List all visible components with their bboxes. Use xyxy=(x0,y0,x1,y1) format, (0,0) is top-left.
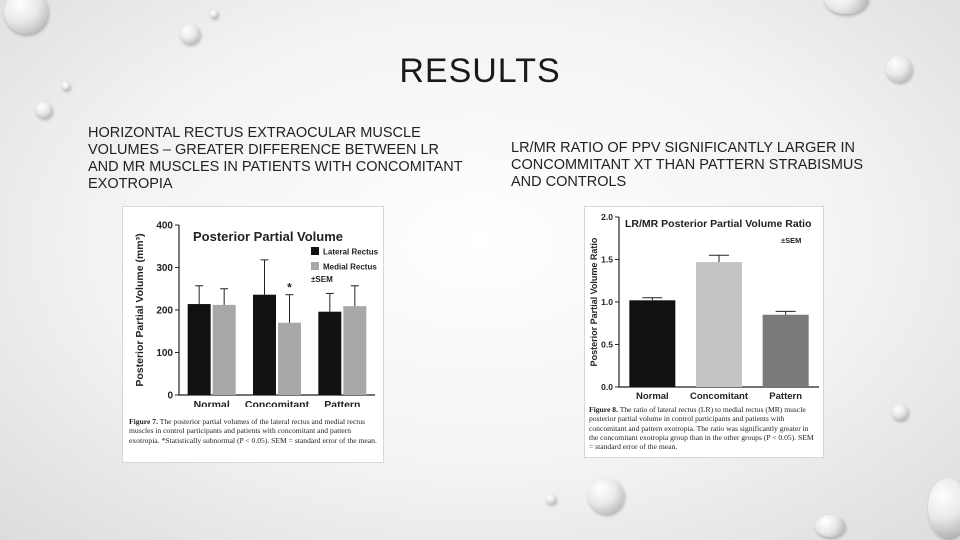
figure-8-caption xyxy=(589,405,819,451)
bar xyxy=(343,306,366,395)
figure-8-caption-text: The ratio of lateral rectus (LR) to medial rectus (MR) muscle posterior partial volume in control participants and patients with concomitant and pattern exotropia. The ratio was significantly greater in the concomitant exotropia group than in the other groups (P < 0.05). SEM = standard error of the mean. xyxy=(589,405,814,452)
slide-title: RESULTS xyxy=(399,52,561,90)
y-tick-label: 0 xyxy=(167,390,173,402)
y-tick-label: 300 xyxy=(156,263,173,274)
water-droplet-decoration xyxy=(180,24,200,44)
bar xyxy=(213,305,236,395)
chart-title: Posterior Partial Volume xyxy=(193,229,344,244)
bar xyxy=(188,304,211,395)
bar xyxy=(629,300,675,387)
y-tick-label: 0.5 xyxy=(601,339,613,350)
bar xyxy=(696,262,742,387)
bar xyxy=(318,312,341,395)
x-tick-label: Concomitant xyxy=(689,391,749,402)
figure-7-caption-text: The posterior partial volumes of the lateral rectus and medial rectus muscles in control participants and patients with concomitant and pattern exotropia. *Statistically subnormal (P < 0.05). SEM = standard error of the mean. xyxy=(129,417,377,445)
x-tick-label: Concomitant xyxy=(244,399,310,407)
legend-sem-note: ±SEM xyxy=(781,236,802,245)
left-bullet-text: HORIZONTAL RECTUS EXTRAOCULAR MUSCLE VOLUMES – GREATER DIFFERENCE BETWEEN LR AND MR MUSCLES IN PATIENTS WITH CONCOMITANT EXOTROPIA xyxy=(88,125,463,192)
legend-swatch xyxy=(311,247,319,255)
figure-7-panel xyxy=(122,206,384,463)
bar xyxy=(763,315,809,387)
lr-mr-ratio-chart xyxy=(585,207,823,402)
legend-label: Lateral Rectus xyxy=(323,247,379,257)
water-droplet-decoration xyxy=(928,478,960,538)
legend-swatch xyxy=(311,262,319,270)
water-droplet-decoration xyxy=(546,494,556,504)
bar xyxy=(253,295,276,395)
x-tick-label: Normal xyxy=(193,399,230,407)
bar xyxy=(278,323,301,395)
water-droplet-decoration xyxy=(4,0,48,34)
figure-8-panel xyxy=(584,206,824,458)
y-tick-label: 1.0 xyxy=(601,297,613,307)
legend-label: Medial Rectus xyxy=(323,262,377,272)
water-droplet-decoration xyxy=(36,102,52,118)
y-axis-label: Posterior Partial Volume Ratio xyxy=(589,237,599,367)
water-droplet-decoration xyxy=(892,404,908,420)
y-tick-label: 100 xyxy=(156,348,173,359)
water-droplet-decoration xyxy=(210,10,218,18)
water-droplet-decoration xyxy=(815,515,845,537)
figure-7-caption-label: Figure 7. xyxy=(129,417,158,426)
significance-asterisk: * xyxy=(287,280,292,295)
x-tick-label: Pattern xyxy=(769,391,803,402)
y-tick-label: 400 xyxy=(156,220,173,232)
posterior-partial-volume-chart xyxy=(123,207,383,407)
y-tick-label: 200 xyxy=(156,305,173,317)
legend-sem-note: ±SEM xyxy=(311,275,333,284)
water-droplet-decoration xyxy=(824,0,868,14)
y-axis-label: Posterior Partial Volume (mm³) xyxy=(134,233,146,387)
y-tick-label: 2.0 xyxy=(601,212,613,222)
y-tick-label: 0.0 xyxy=(601,382,613,392)
figure-8-caption-label: Figure 8. xyxy=(589,405,618,414)
right-bullet-text: LR/MR RATIO OF PPV SIGNIFICANTLY LARGER IN CONCOMMITANT XT THAN PATTERN STRABISMUS AND CONTROLS xyxy=(511,140,864,190)
x-tick-label: Normal xyxy=(635,391,669,402)
y-tick-label: 1.5 xyxy=(601,254,613,265)
chart-title: LR/MR Posterior Partial Volume Ratio xyxy=(625,218,812,230)
x-tick-label: Pattern xyxy=(324,399,361,407)
water-droplet-decoration xyxy=(588,478,624,514)
figure-7-caption xyxy=(129,417,379,445)
